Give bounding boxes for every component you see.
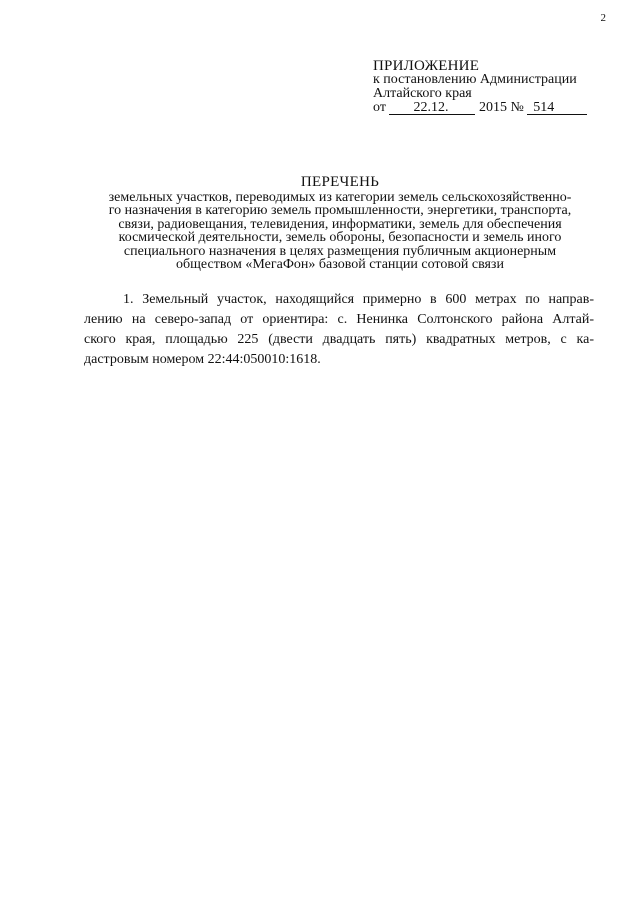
appendix-year-label: 2015 №: [478, 100, 524, 115]
appendix-heading: ПРИЛОЖЕНИЕ: [373, 58, 480, 74]
title-line: земельных участков, переводимых из категории земель сельскохозяйственно-: [108, 189, 572, 205]
land-plot-paragraph: [84, 290, 594, 370]
appendix-number: 514: [527, 101, 587, 115]
paragraph-line: дастровым номером 22:44:050010:1618.: [84, 352, 321, 367]
page-number: 2: [600, 12, 606, 24]
paragraph-line: 1. Земельный участок, находящийся примерно в 600 метрах по направ-: [123, 292, 594, 307]
title-line: космической деятельности, земель обороны, безопасности и земель иного: [118, 230, 562, 245]
list-title: ПЕРЕЧЕНЬ: [300, 174, 380, 190]
list-title-block: [70, 176, 610, 272]
title-line: го назначения в категорию земель промышленности, энергетики, транспорта,: [108, 203, 572, 218]
appendix-resolution-line: к постановлению Администрации: [373, 72, 577, 87]
appendix-from-label: от: [373, 100, 386, 115]
paragraph-line: лению на северо-запад от ориентира: с. Ненинка Солтонского района Алтай-: [84, 312, 594, 327]
paragraph-line: ского края, площадью 225 (двести двадцать пять) квадратных метров, с ка-: [84, 332, 594, 347]
title-line: обществом «МегаФон» базовой станции сотовой связи: [176, 257, 504, 272]
appendix-date: 22.12.: [389, 101, 475, 115]
title-line: специального назначения в целях размещения публичным акционерным: [123, 243, 557, 259]
appendix-date-line: [373, 101, 613, 115]
title-line: связи, радиовещания, телевидения, информатики, земель для обеспечения: [118, 216, 562, 232]
appendix-region-line: Алтайского края: [373, 86, 472, 101]
appendix-block: [373, 59, 613, 115]
